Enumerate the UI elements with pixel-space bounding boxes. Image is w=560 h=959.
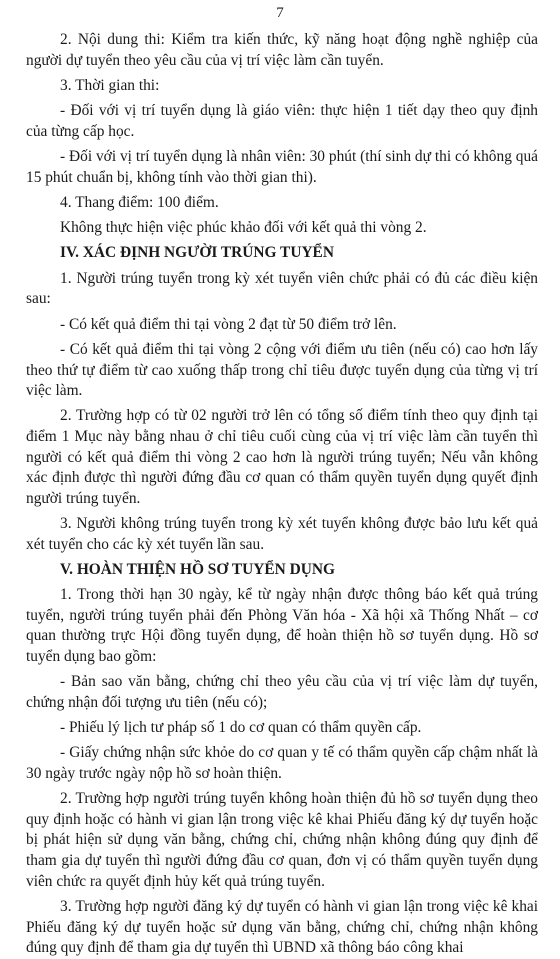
page-number: 7 [276, 5, 284, 21]
paragraph: - Giấy chứng nhận sức khỏe do cơ quan y tế có thẩm quyền cấp chậm nhất là 30 ngày trước ngày nộp hồ sơ hoàn thiện. [26, 744, 538, 782]
paragraph: 1. Người trúng tuyển trong kỳ xét tuyển viên chức phải có đủ các điều kiện sau: [26, 269, 538, 308]
paragraph: Không thực hiện việc phúc khảo đối với kết quả thi vòng 2. [60, 219, 427, 237]
paragraph: - Có kết quả điểm thi tại vòng 2 đạt từ 50 điểm trở lên. [60, 315, 397, 333]
paragraph: 2. Nội dung thi: Kiểm tra kiến thức, kỹ năng hoạt động nghề nghiệp của người dự tuyển theo yêu cầu của vị trí việc làm cần tuyển. [26, 31, 538, 69]
document-body [26, 30, 538, 959]
paragraph: 2. Trường hợp có từ 02 người trở lên có tổng số điểm tính theo quy định tại điểm 1 Mục này bằng nhau ở chỉ tiêu cuối cùng của vị trí việc làm cần tuyển thì người có kết quả điểm thi vòng 2 cao hơn là người trúng tuyển; Nếu vẫn không xác định được thì người đứng đầu cơ quan có thẩm quyền tuyển dụng quyết định người trúng tuyển. [26, 407, 538, 507]
section-heading: IV. XÁC ĐỊNH NGƯỜI TRÚNG TUYỂN [60, 244, 334, 262]
paragraph: - Bản sao văn bằng, chứng chỉ theo yêu cầu của vị trí việc làm dự tuyển, chứng nhận đối tượng ưu tiên (nếu có); [26, 673, 538, 711]
paragraph: - Có kết quả điểm thi tại vòng 2 cộng với điểm ưu tiên (nếu có) cao hơn lấy theo thứ tự điểm từ cao xuống thấp trong chỉ tiêu được tuyển dụng của từng vị trí việc làm. [26, 340, 538, 400]
paragraph: 4. Thang điểm: 100 điểm. [60, 193, 219, 211]
paragraph: 1. Trong thời hạn 30 ngày, kể từ ngày nhận được thông báo kết quả trúng tuyển, người trúng tuyển phải đến Phòng Văn hóa - Xã hội xã Thống Nhất – cơ quan thường trực Hội đồng tuyển dụng, để hoàn thiện hồ sơ tuyển dụng. Hồ sơ tuyển dụng bao gồm: [26, 586, 538, 665]
paragraph: - Đối với vị trí tuyển dụng là nhân viên: 30 phút (thí sinh dự thi có không quá 15 phút chuẩn bị, không tính vào thời gian thi). [26, 148, 538, 186]
paragraph: 3. Thời gian thi: [60, 76, 160, 94]
paragraph: - Đối với vị trí tuyển dụng là giáo viên: thực hiện 1 tiết dạy theo quy định của từng cấp học. [26, 102, 538, 140]
paragraph: 3. Người không trúng tuyển trong kỳ xét tuyển không được bảo lưu kết quả xét tuyển cho các kỳ xét tuyển lần sau. [26, 515, 538, 553]
paragraph: - Phiếu lý lịch tư pháp số 1 do cơ quan có thẩm quyền cấp. [60, 719, 422, 737]
paragraph: 3. Trường hợp người đăng ký dự tuyển có hành vi gian lận trong việc kê khai Phiếu đăng ký dự tuyển hoặc sử dụng văn bằng, chứng chỉ, chứng nhận không đúng quy định để tham gia dự tuyển thì UBND xã thông báo công khai [26, 897, 538, 957]
section-heading: V. HOÀN THIỆN HỒ SƠ TUYỂN DỤNG [60, 560, 335, 578]
paragraph: 2. Trường hợp người trúng tuyển không hoàn thiện đủ hồ sơ tuyển dụng theo quy định hoặc có hành vi gian lận trong việc kê khai Phiếu đăng ký dự tuyển hoặc bị phát hiện sử dụng văn bằng, chứng chỉ, chứng nhận không đúng quy định để tham gia dự tuyển thì người đứng đầu cơ quan, đơn vị có thẩm quyền tuyển dụng viên chức ra quyết định hủy kết quả trúng tuyển. [26, 790, 538, 890]
